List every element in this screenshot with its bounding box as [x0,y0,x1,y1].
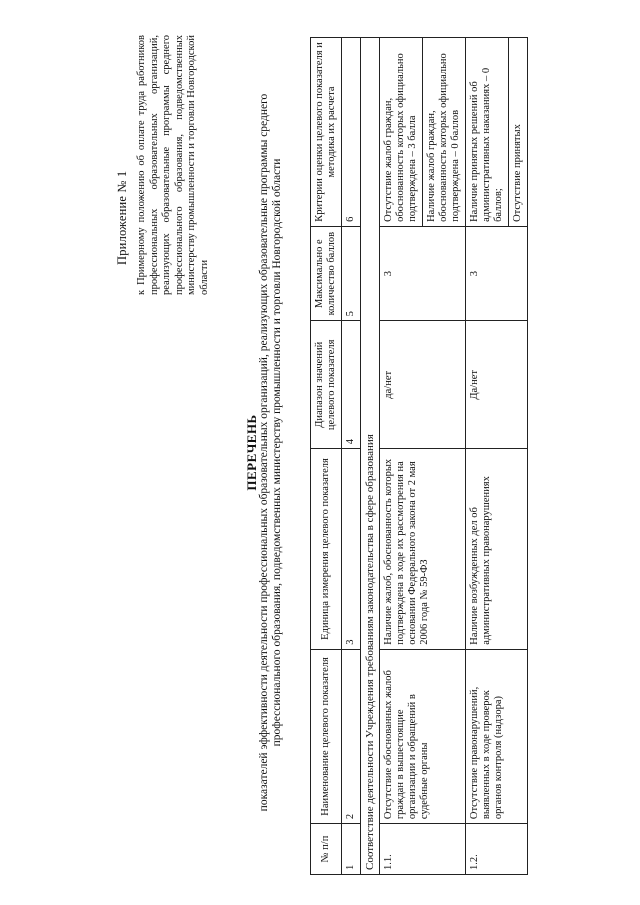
row-range: да/нет [380,321,466,449]
row-max: 3 [380,226,466,320]
criteria-item: Отсутствие жалоб граждан, обоснованность которых официально подтверждена – 3 балла [383,53,418,222]
row-name: Отсутствие обоснованных жалоб граждан в вышестоящие организации и обращений в судебные органы [380,649,466,823]
indicators-table [310,37,528,875]
column-number: 5 [342,226,361,320]
table-header-row [311,38,342,875]
header-name: Наименование целевого показателя [311,649,342,823]
section-row [361,38,380,875]
row-num: 1.2. [466,824,528,875]
appendix-note: к Примерному положению об оплате труда работников профессиональных образовательных организаций, реализующих образовательные программы среднего профессионального образования, подведомственных министерству промышленности и торговли Новгородской области [136,35,210,295]
page-subtitle: показателей эффективности деятельности профессиональных образовательных организаций, реализующих образовательные программы среднего профессионального образования, подведомственных министерству промышленности и торговли Новгородской области [258,93,283,812]
criteria-divider [422,38,423,226]
row-name: Отсутствие правонарушений, выявленных в ходе проверок органов контроля (надзора) [466,649,528,823]
criteria-item: Наличие жалоб граждан, обоснованность которых официально подтверждена – 0 баллов [426,53,461,222]
header-num: № п/п [311,824,342,875]
criteria-item: Наличие принятых решений об административных наказаниях – 0 баллов; [469,67,504,222]
column-number: 6 [342,38,361,227]
column-number: 4 [342,321,361,449]
header-unit: Единица измерения целевого показателя [311,449,342,650]
column-number: 2 [342,649,361,823]
column-number: 1 [342,824,361,875]
criteria-item: Отсутствие принятых [512,124,523,222]
row-num: 1.1. [380,824,466,875]
page-title: ПЕРЕЧЕНЬ [244,414,259,491]
row-unit: Наличие возбужденных дел об административных правонарушениях [466,449,528,650]
header-range: Диапазон значений целевого показателя [311,321,342,449]
row-unit: Наличие жалоб, обоснованность которых подтверждена в ходе их рассмотрения на основании Федерального закона от 2 мая 2006 года № 59-ФЗ [380,449,466,650]
header-max: Максимально е количество баллов [311,226,342,320]
table-row [466,38,528,875]
section-title: Соответствие деятельности Учреждения требованиям законодательства в сфере образования [361,38,380,875]
row-max: 3 [466,226,528,320]
row-criteria [380,38,466,227]
row-range: Да/нет [466,321,528,449]
column-number-row [342,38,361,875]
column-number: 3 [342,449,361,650]
header-criteria: Критерии оценки целевого показателя и методика их расчета [311,38,342,227]
table-row [380,38,466,875]
criteria-divider [508,38,509,226]
row-criteria [466,38,528,227]
appendix-label: Приложение № 1 [115,170,129,265]
